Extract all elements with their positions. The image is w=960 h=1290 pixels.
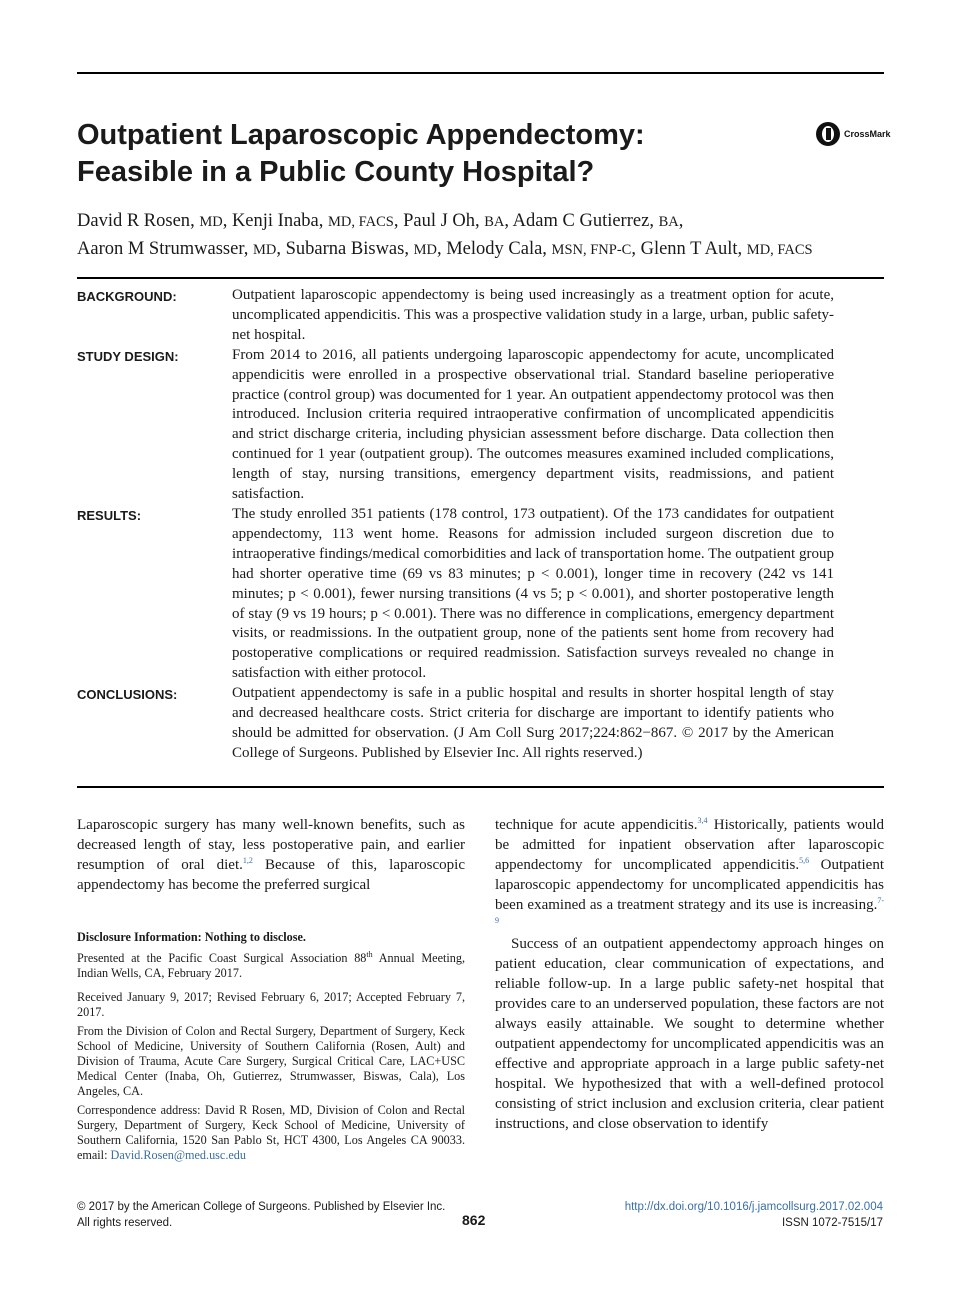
- top-rule: [77, 72, 884, 74]
- author-name: Adam C Gutierrez: [512, 211, 650, 231]
- author-degree: MD, FACS: [746, 242, 813, 258]
- author-name: Paul J Oh: [403, 211, 476, 231]
- page-number: 862: [462, 1212, 486, 1228]
- crossmark-icon: [816, 122, 840, 146]
- author-name: David R Rosen: [77, 211, 191, 231]
- body-paragraph: Laparoscopic surgery has many well-known benefits, such as decreased length of stay, less postoperative pain, and earlier resumption of oral diet.$^{1,2}$ Because of this, laparoscopic appendectomy has become the preferred surgical: [77, 817, 465, 893]
- author-degree: BA: [484, 214, 505, 230]
- citation-link[interactable]: 5,6: [799, 855, 810, 865]
- author-name: Subarna Biswas: [285, 239, 405, 259]
- crossmark-label: CrossMark: [844, 129, 891, 139]
- abstract-text: Outpatient laparoscopic appendectomy is being used increasingly as a treatment option for acute, uncomplicated appendicitis. This was a prospective validation study in a large, urban, public safety-net hospital.: [232, 287, 834, 343]
- author-degree: BA: [658, 214, 679, 230]
- author-degree: MSN, FNP-C: [551, 242, 632, 258]
- abstract-top-rule: [77, 277, 884, 279]
- correspondence-note: Correspondence address: David R Rosen, MD, Division of Colon and Rectal Surgery, Department of Surgery, Keck School of Medicine, University of Southern California, 1520 San Pablo St, HCT 4300, Los Angeles CA 90033. email: David.Rosen@med.usc.edu: [77, 1103, 465, 1162]
- citation-link[interactable]: 1,2: [242, 855, 253, 865]
- citation-link[interactable]: 3,4: [697, 816, 708, 825]
- citation-link[interactable]: 7-9: [495, 895, 884, 925]
- abstract-label: RESULTS:: [77, 507, 142, 523]
- abstract-study-design: [77, 346, 834, 505]
- footer-rights: All rights reserved.: [77, 1217, 173, 1229]
- abstract-bottom-rule: [77, 786, 884, 788]
- author-degree: MD, FACS: [328, 214, 394, 230]
- abstract-label: STUDY DESIGN:: [77, 348, 179, 364]
- body-column-right: [495, 816, 884, 1135]
- footer-right: [625, 1199, 883, 1231]
- abstract-background: [77, 286, 834, 346]
- article-title: Outpatient Laparoscopic Appendectomy: Feasible in a Public County Hospital?: [77, 119, 645, 188]
- abstract-label: CONCLUSIONS:: [77, 687, 178, 703]
- author-name: Glenn T Ault: [640, 239, 738, 259]
- author-name: Melody Cala: [446, 239, 543, 259]
- body-column-left: [77, 816, 465, 896]
- abstract-conclusions: [77, 684, 834, 764]
- email-link[interactable]: David.Rosen@med.usc.edu: [110, 1148, 246, 1162]
- received-note: Received January 9, 2017; Revised February 6, 2017; Accepted February 7, 2017.: [77, 990, 465, 1019]
- author-degree: MD: [253, 242, 277, 258]
- author-name: Aaron M Strumwasser: [77, 239, 244, 259]
- abstract-label: BACKGROUND:: [77, 289, 177, 304]
- doi-link[interactable]: http://dx.doi.org/10.1016/j.jamcollsurg.2017.02.004: [624, 1201, 883, 1213]
- presented-note: Presented at the Pacific Coast Surgical Association 88th Annual Meeting, Indian Wells, CA, February 2017.: [77, 949, 465, 980]
- body-paragraph: Success of an outpatient appendectomy approach hinges on patient education, clear communication of expectations, and reliable follow-up. In a large public safety-net hospital that provides care to an underserved population, these factors are not always easily attainable. We sought to determine whether outpatient appendectomy for uncomplicated appendicitis was an effective and appropriate approach in a large public safety-net hospital. We hypothesized that with a well-defined protocol consisting of strict inclusion and exclusion criteria, clear patient instructions, and close observation to identify: [495, 936, 884, 1132]
- affiliation-note: From the Division of Colon and Rectal Surgery, Department of Surgery, Keck School of Medicine, University of Southern California (Rosen, Ault) and Division of Trauma, Acute Care Surgery, Surgical Critical Care, LAC+USC Medical Center (Inaba, Oh, Gutierrez, Strumwasser, Biswas, Cala), Los Angeles, CA.: [77, 1024, 465, 1098]
- author-list: David R Rosen, MD, Kenji Inaba, MD, FACS, Paul J Oh, BA, Adam C Gutierrez, BA, Aaron M Strumwasser, MD, Subarna Biswas, MD, Melody Cala, MSN, FNP-C, Glenn T Ault, MD, FACS: [77, 211, 813, 259]
- author-degree: MD: [199, 214, 223, 230]
- abstract-text: The study enrolled 351 patients (178 control, 173 outpatient). Of the 173 candidates for outpatient appendectomy, 113 went home. Reasons for admission included surgeon discretion due to intraoperative findings/medical comorbidities and lack of transportation home. The outpatient group had shorter operative time (69 vs 83 minutes; p < 0.001), longer time in recovery (242 vs 141 minutes; p < 0.001), fewer nursing transitions (4 vs 5; p < 0.001), and shorter postoperative length of stay (9 vs 19 hours; p < 0.001). There was no difference in complications, emergency department visits, or readmissions. In the outpatient group, none of the patients sent home from recovery had postoperative complications or required readmission. Satisfaction surveys revealed no change in satisfaction with either protocol.: [232, 505, 834, 682]
- abstract-results: [77, 505, 834, 684]
- abstract-text: From 2014 to 2016, all patients undergoing laparoscopic appendectomy for acute, uncomplicated appendicitis were enrolled in a prospective observational trial. Standard baseline perioperative practice (control group) was documented for 1 year. An outpatient appendectomy protocol was then introduced. Inclusion criteria required intraoperative confirmation of uncomplicated appendicitis and strict discharge criteria, including physician assessment before discharge. Data collection then continued for 1 year (outpatient group). The outcomes measures examined included complications, length of stay, nursing transitions, emergency department visits, readmissions, and patient satisfaction.: [232, 346, 834, 503]
- author-name: Kenji Inaba: [231, 211, 319, 231]
- abstract: [77, 286, 834, 764]
- abstract-text: Outpatient appendectomy is safe in a public hospital and results in shorter hospital length of stay and decreased healthcare costs. Strict criteria for discharge are important to identify patients who should be admitted for observation. (J Am Coll Surg 2017;224:862−867. © 2017 by the American College of Surgeons. Published by Elsevier Inc. All rights reserved.): [232, 685, 834, 761]
- footnotes: [77, 930, 465, 1167]
- author-degree: MD: [413, 242, 437, 258]
- issn: ISSN 1072-7515/17: [781, 1217, 883, 1229]
- disclosure-note: Disclosure Information: Nothing to disclose.: [77, 930, 306, 944]
- footer-left: [77, 1199, 445, 1231]
- crossmark-badge[interactable]: [816, 122, 891, 146]
- body-paragraph: technique for acute appendicitis.$^{3,4}$ Historically, patients would be admitted for inpatient observation after laparoscopic appendectomy for uncomplicated appendicitis.$^{5,6}$ Outpatient laparoscopic appendectomy for uncomplicated appendicitis has been examined as a treatment strategy and its use is increasing.$^{7-9}$: [495, 816, 885, 925]
- footer-copyright: © 2017 by the American College of Surgeons. Published by Elsevier Inc.: [77, 1201, 446, 1213]
